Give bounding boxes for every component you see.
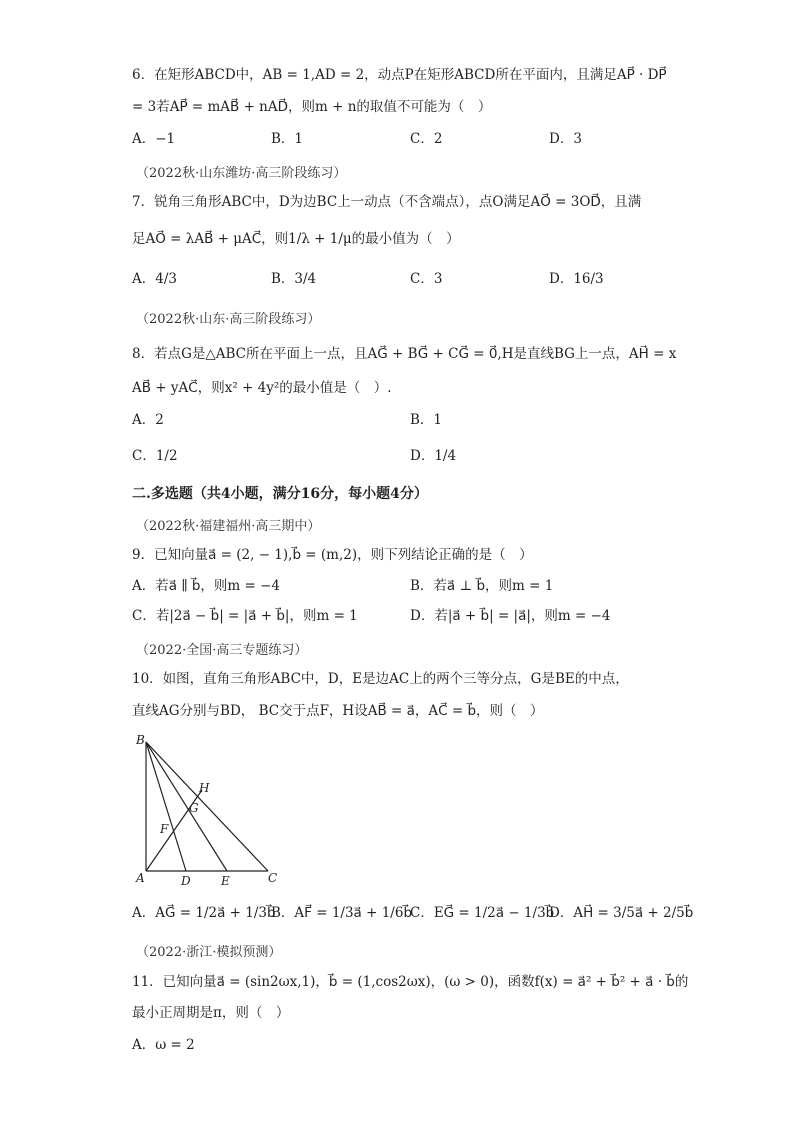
q11-line1: 11．已知向量a⃗ = (sin2ωx,1)，b⃗ = (1,cos2ωx)，(ω > 0)，函数f(x) = a⃗² + b⃗² + a⃗ · b⃗的 bbox=[132, 974, 689, 990]
label-c: C bbox=[268, 871, 278, 885]
label-b: B bbox=[136, 733, 145, 747]
q11-line2: 最小正周期是π，则（ ） bbox=[132, 1005, 290, 1021]
q7-line1: 7．锐角三角形ABC中，D为边BC上一动点（不含端点），点O满足AO⃗ = 3OD⃗，且满 bbox=[132, 194, 642, 210]
q6-option-c: C．2 bbox=[410, 131, 443, 147]
q8-option-d: D．1/4 bbox=[410, 448, 457, 464]
q9-line1: 9．已知向量a⃗ = (2, − 1),b⃗ = (m,2)，则下列结论正确的是（ ） bbox=[132, 547, 533, 563]
q10-line2: 直线AG分别与BD， BC交于点F，H设AB⃗ = a⃗，AC⃗ = b⃗，则（ ） bbox=[132, 703, 544, 719]
segment-bd bbox=[146, 742, 186, 871]
right-triangle-figure bbox=[130, 732, 290, 892]
section2-heading: 二.多选题（共4小题，满分16分，每小题4分） bbox=[132, 486, 428, 502]
q6-option-b: B．1 bbox=[271, 131, 304, 147]
q7-source: （2022秋·山东潍坊·高三阶段练习） bbox=[136, 166, 347, 181]
label-g: G bbox=[189, 801, 199, 815]
q8-line2: AB⃗ + yAC⃗，则x² + 4y²的最小值是（ ）. bbox=[132, 380, 392, 396]
q6-line1: 6．在矩形ABCD中，AB = 1,AD = 2，动点P在矩形ABCD所在平面内，且满足AP⃗ · DP⃗ bbox=[132, 67, 667, 83]
q11-option-a: A．ω = 2 bbox=[132, 1037, 195, 1053]
q7-line2: 足AO⃗ = λAB⃗ + μAC⃗，则1/λ + 1/μ的最小值为（ ） bbox=[132, 231, 460, 247]
q8-option-a: A．2 bbox=[132, 412, 164, 428]
q6-option-a: A．−1 bbox=[132, 131, 176, 147]
segment-bc bbox=[146, 742, 268, 871]
q9-option-d: D．若|a⃗ + b⃗| = |a⃗|，则m = −4 bbox=[410, 608, 611, 624]
q10-option-b: B．AF⃗ = 1/3a⃗ + 1/6b⃗ bbox=[271, 905, 413, 921]
label-d: D bbox=[181, 874, 191, 888]
label-a: A bbox=[136, 871, 145, 885]
q11-source: （2022·浙江·模拟预测） bbox=[136, 945, 282, 960]
q8-source: （2022秋·山东·高三阶段练习） bbox=[136, 312, 321, 327]
q10-option-c: C．EG⃗ = 1/2a⃗ − 1/3b⃗ bbox=[410, 905, 555, 921]
q9-option-b: B．若a⃗ ⊥ b⃗，则m = 1 bbox=[410, 578, 554, 594]
q10-option-d: D．AH⃗ = 3/5a⃗ + 2/5b⃗ bbox=[549, 905, 694, 921]
q8-line1: 8．若点G是△ABC所在平面上一点，且AG⃗ + BG⃗ + CG⃗ = 0⃗,H是直线BG上一点，AH⃗ = x bbox=[132, 346, 677, 362]
q9-option-a: A．若a⃗ ∥ b⃗，则m = −4 bbox=[132, 578, 281, 594]
q6-line2: = 3若AP⃗ = mAB⃗ + nAD⃗，则m + n的取值不可能为（ ） bbox=[132, 99, 492, 115]
q7-option-d: D．16/3 bbox=[549, 271, 604, 287]
q9-source: （2022秋·福建福州·高三期中） bbox=[136, 519, 321, 534]
q9-option-c: C．若|2a⃗ − b⃗| = |a⃗ + b⃗|，则m = 1 bbox=[132, 608, 358, 624]
q7-option-c: C．3 bbox=[410, 271, 443, 287]
label-f: F bbox=[160, 822, 169, 836]
q10-line1: 10．如图，直角三角形ABC中，D，E是边AC上的两个三等分点，G是BE的中点， bbox=[132, 671, 629, 687]
q7-option-a: A．4/3 bbox=[132, 271, 177, 287]
q8-option-b: B．1 bbox=[410, 412, 443, 428]
q6-option-d: D．3 bbox=[549, 131, 582, 147]
segment-be bbox=[146, 742, 227, 871]
q10-option-a: A．AG⃗ = 1/2a⃗ + 1/3b⃗ bbox=[132, 905, 276, 921]
q10-source: （2022·全国·高三专题练习） bbox=[136, 643, 308, 658]
q8-option-c: C．1/2 bbox=[132, 448, 178, 464]
label-e: E bbox=[221, 874, 230, 888]
q7-option-b: B．3/4 bbox=[271, 271, 317, 287]
label-h: H bbox=[199, 781, 210, 795]
